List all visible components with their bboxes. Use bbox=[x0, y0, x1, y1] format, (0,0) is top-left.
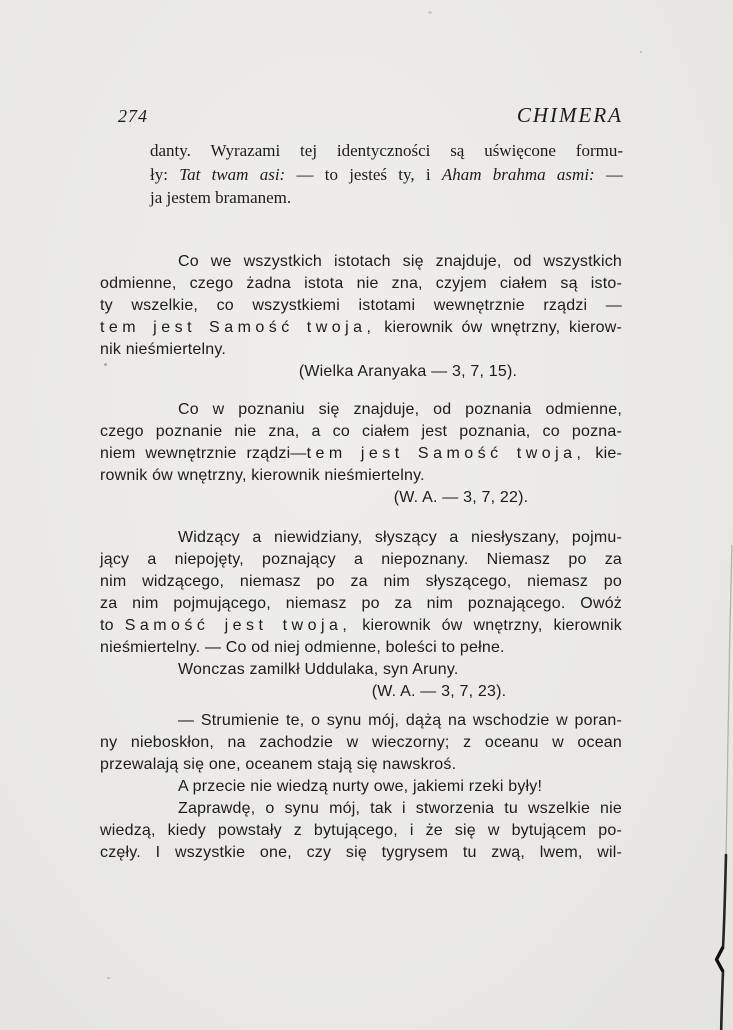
text-line: nim widzącego, niemasz po za nim słyszącego, niemasz po bbox=[100, 573, 622, 590]
quote-attribution: (Wielka Aranyaka — 3, 7, 15). bbox=[298, 363, 518, 380]
text-line: ny nieboskłon, na zachodzie w wieczorny; z oceanu w ocean bbox=[100, 734, 622, 751]
text-line: Widzący a niewidziany, słyszący a niesłyszany, pojmu- bbox=[178, 529, 622, 546]
text-line: za nim pojmującego, niemasz po za nim poznającego. Owóż bbox=[100, 595, 622, 612]
text-line: wiedzą, kiedy powstały z bytującego, i że się w bytującem po- bbox=[100, 822, 622, 839]
quote-attribution: (W. A. — 3, 7, 22). bbox=[393, 489, 529, 506]
quote-wielka-aranyaka-3-7-15 bbox=[100, 251, 622, 383]
text-line: częły. I wszystkie one, czy się tygrysem tu zwą, lwem, wil- bbox=[100, 844, 622, 861]
text-line: Zaprawdę, o synu mój, tak i stworzenia tu wszelkie nie bbox=[178, 800, 622, 817]
text-line: A przecie nie wiedzą nurty owe, jakiemi rzeki były! bbox=[178, 778, 543, 795]
text-line: Co we wszystkich istotach się znajduje, od wszystkich bbox=[178, 253, 622, 270]
quote-text bbox=[100, 251, 622, 361]
quote-attribution: (W. A. — 3, 7, 23). bbox=[371, 683, 507, 700]
intro-paragraph bbox=[150, 139, 623, 210]
text-line: ły: Tat twam asi: — to jesteś ty, i Aham brahma asmi: — bbox=[150, 164, 623, 184]
text-line: jący a niepojęty, poznający a niepoznany. Niemasz po za bbox=[100, 551, 622, 568]
text-line: Wonczas zamilkł Uddulaka, syn Aruny. bbox=[178, 661, 459, 678]
text-line: rownik ów wnętrzny, kierownik nieśmiertelny. bbox=[100, 467, 425, 484]
text-line: ja jestem bramanem. bbox=[150, 188, 292, 207]
text-line: nieśmiertelny. — Co od niej odmienne, boleści to pełne. bbox=[100, 639, 505, 656]
quote-text bbox=[100, 399, 622, 487]
dust-speck bbox=[104, 363, 107, 366]
text-line: — Strumienie te, o synu mój, dążą na wschodzie w poran- bbox=[178, 712, 622, 729]
quote-wielka-aranyaka-3-7-23 bbox=[100, 527, 622, 703]
quote-text bbox=[100, 527, 622, 681]
journal-title: CHIMERA bbox=[516, 103, 623, 127]
text-line: nik nieśmiertelny. bbox=[100, 341, 227, 358]
text-line: ty wszelkie, co wszystkiemi istotami wewnętrznie rządzi — bbox=[100, 297, 622, 314]
text-line: to Samość jest twoja, kierownik ów wnętrzny, kierownik bbox=[100, 617, 622, 634]
text-line: tem jest Samość twoja, kierownik ów wnętrzny, kierow- bbox=[100, 319, 623, 336]
text-line: niem wewnętrznie rządzi—tem jest Samość twoja, kie- bbox=[100, 445, 622, 462]
text-line: odmienne, czego żadna istota nie zna, czyjem ciałem są isto- bbox=[100, 275, 622, 292]
dust-speck bbox=[640, 51, 642, 53]
text-line: przewalają się one, oceanem stają się nawskroś. bbox=[100, 756, 457, 773]
dialogue-paragraph bbox=[100, 710, 622, 864]
text-line: danty. Wyrazami tej identyczności są uświęcone formu- bbox=[150, 141, 623, 160]
quote-wielka-aranyaka-3-7-22 bbox=[100, 399, 622, 509]
page-number: 274 bbox=[118, 106, 148, 126]
text-line: czego poznanie nie zna, a co ciałem jest poznania, co pozna- bbox=[100, 423, 622, 440]
text-line: Co w poznaniu się znajduje, od poznania odmienne, bbox=[178, 401, 622, 418]
running-head bbox=[118, 103, 623, 128]
dust-speck bbox=[107, 977, 110, 979]
dust-speck bbox=[428, 11, 432, 14]
